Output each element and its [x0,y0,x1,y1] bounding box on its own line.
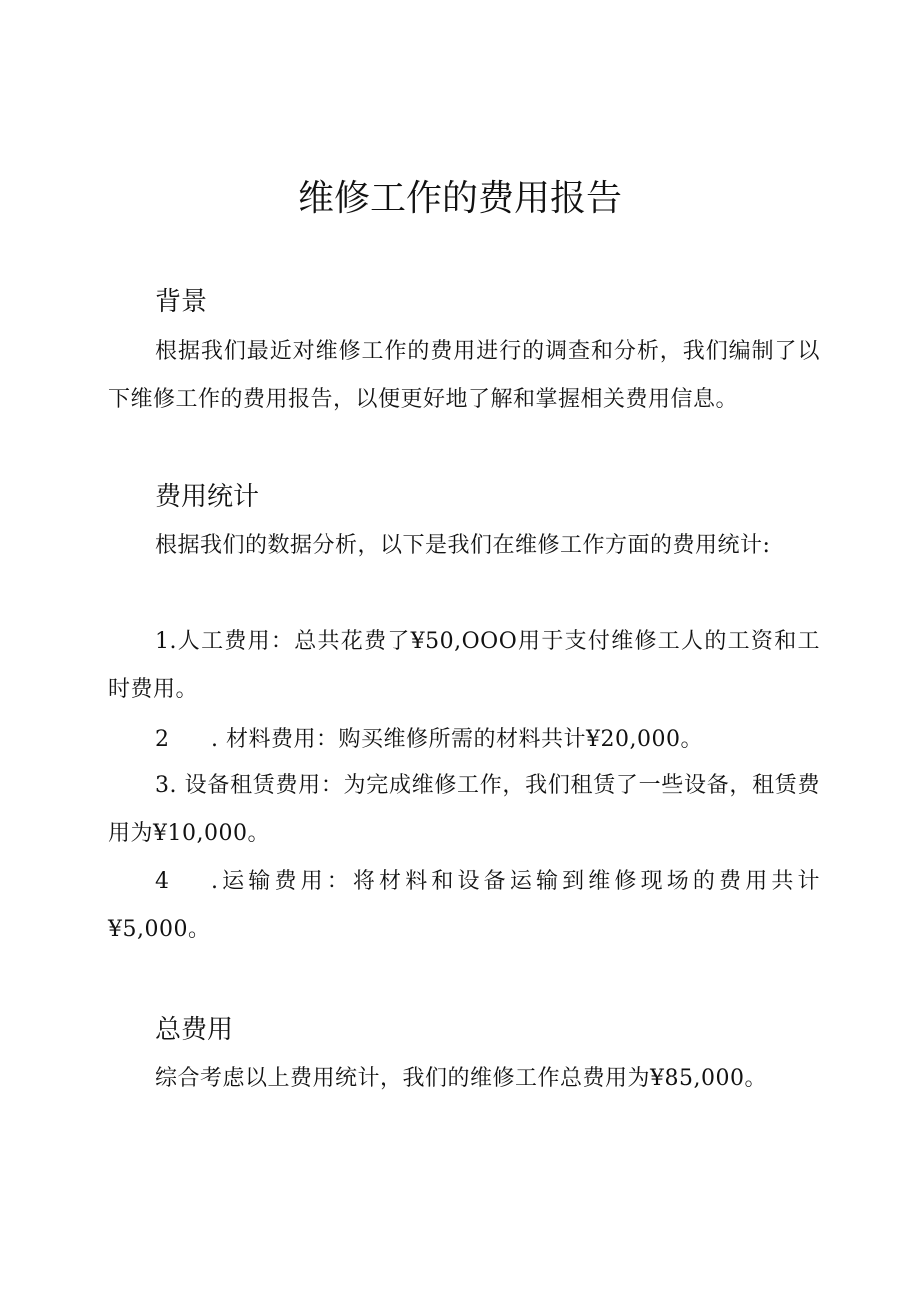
background-paragraph: 根据我们最近对维修工作的费用进行的调查和分析，我们编制了以下维修工作的费用报告，以便更好地了解和掌握相关费用信息。 [108,339,820,412]
list-item-text: .运输费用：将材料和设备运输到维修现场的费用共计¥5,000。 [108,869,820,942]
list-item-number: 1 [155,629,170,654]
total-paragraph: 综合考虑以上费用统计，我们的维修工作总费用为¥85,000。 [155,1066,767,1091]
list-item-text: .人工费用：总共花费了¥50,OOO用于支付维修工人的工资和工时费用。 [108,629,820,702]
list-item-text: . 材料费用：购买维修所需的材料共计¥20,000。 [211,727,703,752]
list-item-number: 4 [155,869,170,894]
document-title: 维修工作的费用报告 [297,178,622,219]
section-heading-background: 背景 [155,287,208,317]
list-item [108,716,820,764]
list-item-number: 3 [155,773,170,798]
list-item [108,762,820,858]
section-heading-total: 总费用 [155,1015,234,1045]
list-item-text: . 设备租赁费用：为完成维修工作，我们租赁了一些设备，租赁费用为¥10,000。 [108,773,820,846]
section-heading-cost-stats: 费用统计 [155,482,260,512]
list-item [108,618,820,714]
list-item-number: 2 [155,727,170,752]
cost-stats-intro: 根据我们的数据分析，以下是我们在维修工作方面的费用统计: [155,533,771,558]
list-item [108,858,820,954]
